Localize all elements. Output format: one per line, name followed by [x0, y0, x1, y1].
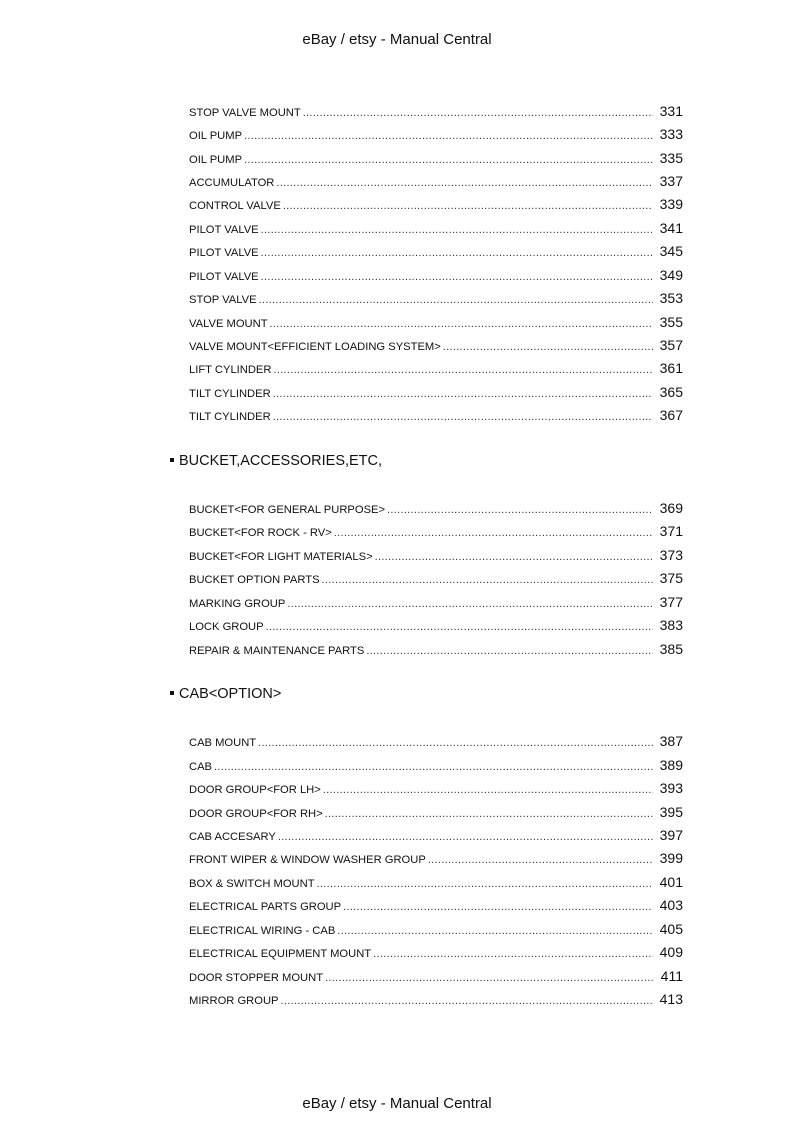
toc-entry-page: 401	[659, 874, 683, 890]
toc-entry-page: 339	[659, 196, 683, 212]
toc-entry-label: LIFT CYLINDER	[189, 364, 272, 376]
toc-entry[interactable]	[189, 288, 683, 306]
toc-entry[interactable]	[189, 639, 683, 657]
toc-entry-label: ELECTRICAL EQUIPMENT MOUNT	[189, 948, 372, 960]
toc-entry[interactable]	[189, 148, 683, 166]
dot-leader	[325, 972, 653, 984]
toc-entry[interactable]	[189, 942, 683, 960]
toc-entry[interactable]	[189, 194, 683, 212]
dot-leader	[317, 878, 653, 890]
toc-entry[interactable]	[189, 101, 683, 119]
toc-entry-page: 377	[659, 594, 683, 610]
toc-entry-page: 331	[659, 103, 683, 119]
toc-entry-page: 395	[659, 804, 683, 820]
bullet-icon	[170, 458, 174, 462]
toc-entry-label: TILT CYLINDER	[189, 388, 271, 400]
toc-entry-label: BUCKET<FOR GENERAL PURPOSE>	[189, 504, 386, 516]
toc-entry-page: 365	[659, 384, 683, 400]
toc-entry[interactable]	[189, 521, 683, 539]
dot-leader	[337, 925, 653, 937]
dot-leader	[261, 224, 653, 236]
toc-entry-label: BOX & SWITCH MOUNT	[189, 878, 315, 890]
dot-leader	[387, 504, 653, 516]
toc-entry[interactable]	[189, 802, 683, 820]
toc-entry[interactable]	[189, 335, 683, 353]
toc-entry[interactable]	[189, 919, 683, 937]
dot-leader	[214, 761, 653, 773]
toc-entry-label: CAB ACCESARY	[189, 831, 276, 843]
toc-entry[interactable]	[189, 615, 683, 633]
toc-entry[interactable]	[189, 241, 683, 259]
dot-leader	[273, 388, 653, 400]
dot-leader	[283, 200, 653, 212]
toc-entry-page: 393	[659, 780, 683, 796]
dot-leader	[273, 411, 653, 423]
toc-entry-label: BUCKET OPTION PARTS	[189, 574, 320, 586]
toc-entry-page: 403	[659, 897, 683, 913]
toc-entry-label: LOCK GROUP	[189, 621, 264, 633]
toc-entry[interactable]	[189, 778, 683, 796]
toc-entry-page: 387	[659, 733, 683, 749]
dot-leader	[259, 294, 653, 306]
toc-entry-page: 409	[659, 944, 683, 960]
toc-entry[interactable]	[189, 872, 683, 890]
toc-entry-page: 353	[659, 290, 683, 306]
toc-entry-page: 399	[659, 850, 683, 866]
toc-entry-page: 369	[659, 500, 683, 516]
toc-entry[interactable]	[189, 895, 683, 913]
toc-entry-label: STOP VALVE MOUNT	[189, 107, 301, 119]
toc-entry-label: OIL PUMP	[189, 130, 243, 142]
toc-entry[interactable]	[189, 755, 683, 773]
toc-entry-label: PILOT VALVE	[189, 247, 259, 259]
section-title: BUCKET,ACCESSORIES,ETC,	[179, 453, 383, 469]
toc-entry-page: 357	[659, 337, 683, 353]
toc-entry-page: 411	[660, 968, 683, 984]
section-heading-cab-option[interactable]	[170, 686, 281, 702]
toc-entry-label: DOOR STOPPER MOUNT	[189, 972, 324, 984]
bullet-icon	[170, 691, 174, 695]
page-footer: eBay / etsy - Manual Central	[302, 1095, 492, 1112]
toc-entry-page: 397	[659, 827, 683, 843]
toc-entry-label: DOOR GROUP<FOR LH>	[189, 784, 321, 796]
dot-leader	[281, 995, 654, 1007]
toc-entry[interactable]	[189, 171, 683, 189]
dot-leader	[258, 737, 653, 749]
dot-leader	[270, 318, 653, 330]
toc-entry-page: 375	[659, 570, 683, 586]
toc-entry[interactable]	[189, 312, 683, 330]
toc-entry-label: CAB MOUNT	[189, 737, 257, 749]
toc-entry-page: 371	[659, 523, 683, 539]
toc-entry-label: PILOT VALVE	[189, 224, 259, 236]
toc-entry-label: ELECTRICAL PARTS GROUP	[189, 901, 342, 913]
toc-entry-page: 367	[659, 407, 683, 423]
toc-entry[interactable]	[189, 848, 683, 866]
toc-entry[interactable]	[189, 731, 683, 749]
toc-entry-page: 385	[659, 641, 683, 657]
toc-entry-label: BUCKET<FOR LIGHT MATERIALS>	[189, 551, 373, 563]
dot-leader	[261, 271, 653, 283]
dot-leader	[366, 645, 653, 657]
dot-leader	[428, 854, 653, 866]
toc-entry[interactable]	[189, 124, 683, 142]
toc-entry-page: 355	[659, 314, 683, 330]
dot-leader	[375, 551, 653, 563]
dot-leader	[244, 130, 653, 142]
dot-leader	[443, 341, 653, 353]
dot-leader	[334, 527, 653, 539]
toc-entry-page: 341	[659, 220, 683, 236]
toc-entry-page: 373	[659, 547, 683, 563]
toc-entry-label: BUCKET<FOR ROCK - RV>	[189, 527, 332, 539]
toc-entry-label: OIL PUMP	[189, 154, 243, 166]
toc-entry-page: 361	[659, 360, 683, 376]
toc-entry-label: REPAIR & MAINTENANCE PARTS	[189, 645, 365, 657]
toc-entry[interactable]	[189, 989, 683, 1007]
dot-leader	[323, 784, 653, 796]
toc-entry[interactable]	[189, 265, 683, 283]
toc-entry-label: VALVE MOUNT	[189, 318, 268, 330]
dot-leader	[287, 598, 653, 610]
toc-entry-page: 413	[659, 991, 683, 1007]
toc-entry-page: 405	[659, 921, 683, 937]
toc-entry-label: MARKING GROUP	[189, 598, 286, 610]
dot-leader	[244, 154, 653, 166]
toc-entry-page: 383	[659, 617, 683, 633]
toc-entry[interactable]	[189, 358, 683, 376]
toc-entry-page: 389	[659, 757, 683, 773]
toc-entry-label: ACCUMULATOR	[189, 177, 275, 189]
toc-entry[interactable]	[189, 405, 683, 423]
section-heading-bucket[interactable]	[170, 453, 382, 469]
toc-entry[interactable]	[189, 218, 683, 236]
toc-entry-label: FRONT WIPER & WINDOW WASHER GROUP	[189, 854, 426, 866]
toc-entry-label: STOP VALVE	[189, 294, 257, 306]
dot-leader	[261, 247, 653, 259]
toc-entry-page: 335	[659, 150, 683, 166]
toc-entry-label: CAB	[189, 761, 213, 773]
dot-leader	[373, 948, 653, 960]
toc-entry-page: 345	[659, 243, 683, 259]
toc-entry[interactable]	[189, 825, 683, 843]
toc-entry[interactable]	[189, 568, 683, 586]
page-header: eBay / etsy - Manual Central	[302, 31, 492, 48]
section-title: CAB<OPTION>	[179, 686, 282, 702]
dot-leader	[278, 831, 653, 843]
dot-leader	[303, 107, 653, 119]
toc-entry-label: MIRROR GROUP	[189, 995, 279, 1007]
toc-entry[interactable]	[189, 966, 683, 984]
toc-entry[interactable]	[189, 592, 683, 610]
toc-entry-label: TILT CYLINDER	[189, 411, 271, 423]
toc-entry-label: ELECTRICAL WIRING - CAB	[189, 925, 336, 937]
toc-entry-label: DOOR GROUP<FOR RH>	[189, 808, 323, 820]
dot-leader	[276, 177, 653, 189]
toc-entry-label: VALVE MOUNT<EFFICIENT LOADING SYSTEM>	[189, 341, 441, 353]
toc-entry-page: 333	[659, 126, 683, 142]
dot-leader	[266, 621, 653, 633]
toc-entry[interactable]	[189, 382, 683, 400]
dot-leader	[343, 901, 653, 913]
toc-entry[interactable]	[189, 545, 683, 563]
toc-entry-label: CONTROL VALVE	[189, 200, 281, 212]
toc-entry[interactable]	[189, 498, 683, 516]
dot-leader	[325, 808, 653, 820]
toc-entry-page: 337	[659, 173, 683, 189]
toc-entry-page: 349	[659, 267, 683, 283]
dot-leader	[322, 574, 653, 586]
toc-entry-label: PILOT VALVE	[189, 271, 259, 283]
dot-leader	[273, 364, 653, 376]
